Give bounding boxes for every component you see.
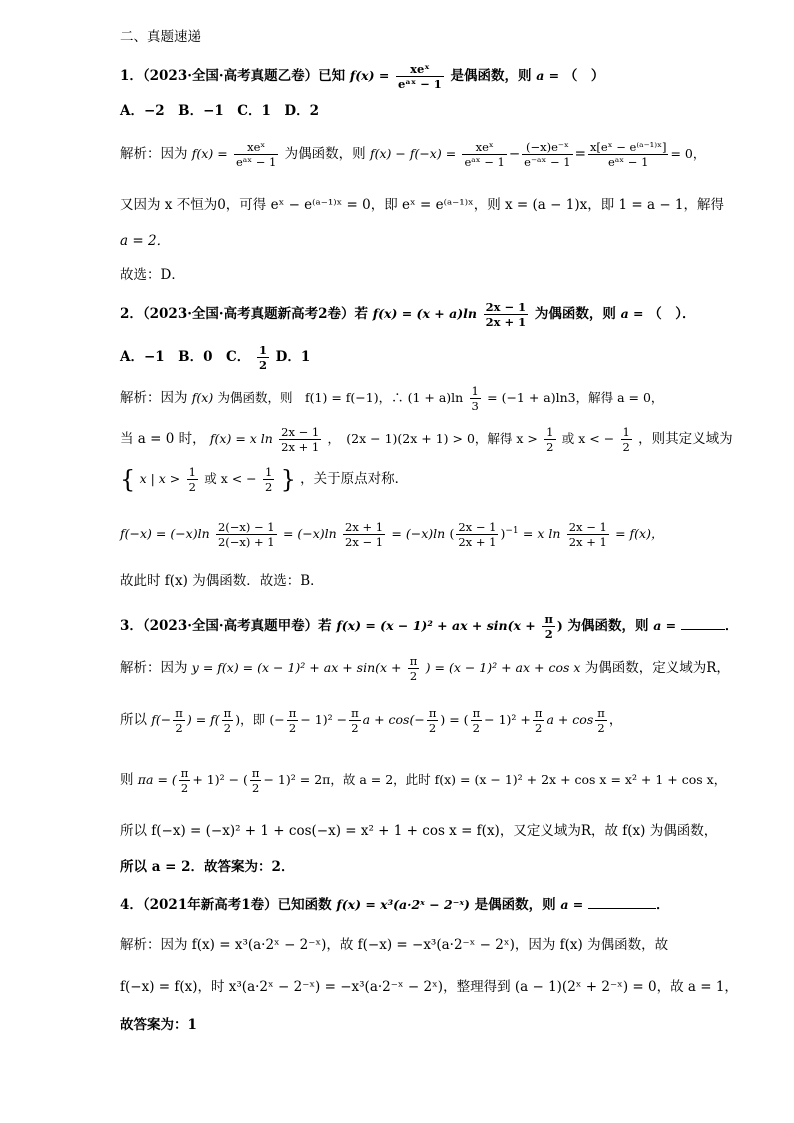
q3-sol2-pi6-num: π: [472, 706, 481, 720]
q1-sol-frac2: [522, 140, 572, 169]
q2-sol2-frac: [279, 425, 321, 454]
q3-sol2-pi6: [471, 706, 483, 735]
q2-sol4-f3-den: 2x + 1: [458, 535, 497, 549]
q2-sol2-end: ，则其定义域为: [638, 431, 733, 447]
q3-sol1-pi: [408, 654, 420, 683]
q1-func-lhs: f(x) =: [349, 68, 390, 83]
q1-sol-fx: f(x) =: [191, 146, 228, 161]
q3-sol2-pi8: [595, 706, 607, 735]
q2-sol4-f2-num: 2x + 1: [345, 520, 384, 534]
q2-sol4-frac2: [343, 520, 385, 549]
q4-func: f(x) = x³(a·2ˣ − 2⁻ˣ): [336, 897, 470, 912]
q2-sol4-b: = (−x)ln: [282, 526, 337, 541]
q1-sol-frac2-num: (−x)e⁻ˣ: [525, 140, 569, 154]
left-brace-glyph: {: [120, 465, 136, 494]
q3-func-end: ): [556, 618, 563, 633]
q2-sol4-f1-num: 2(−x) − 1: [217, 520, 275, 534]
q3-sol2-pi1: [173, 706, 185, 735]
q2-sol2-or: 或 x < −: [561, 431, 615, 446]
q3-func: f(x) = (x − 1)² + ax + sin(x +: [336, 618, 536, 633]
q1-sol-frac1-den: eᵃˣ − 1: [464, 155, 505, 169]
q2-sol3-half2: [263, 465, 274, 494]
q3-sol2-pi8-num: π: [597, 706, 605, 720]
q3-sol2-pi1-num: π: [175, 706, 183, 720]
q3-sol2-pi4: [349, 706, 361, 735]
q3-sol2-pi7-den: 2: [533, 720, 545, 735]
question-2-stem: [120, 300, 695, 329]
q2-sol4-a: f(−x) = (−x)ln: [120, 526, 210, 541]
q2-sol2-prefix: 当 a = 0 时，: [120, 431, 206, 447]
q2-sol3-half: [187, 465, 198, 494]
q2-sol4-f4-den: 2x + 1: [568, 535, 607, 549]
q3-sol2-pi3-den: 2: [287, 720, 299, 735]
q3-sol2-pi5-den: 2: [427, 720, 439, 735]
q3-pi-den: 2: [542, 626, 554, 641]
q1-sol-prefix: 解析：因为: [120, 146, 188, 162]
q3-sol2-pi5-num: π: [428, 706, 437, 720]
q2-sol2-func: f(x) = x ln: [209, 431, 273, 446]
q2-sol3-half2-den: 2: [264, 480, 273, 494]
q2-sol4-d: = x ln: [522, 526, 561, 541]
q4-stem-prefix: 4．（2021年新高考1卷）已知函数: [120, 897, 332, 913]
q3-a-eq: a =: [653, 618, 677, 633]
q3-sol2-e: − 1)² −: [300, 712, 348, 727]
q1-sol-frac3-num: x[eˣ − e⁽ᵃ⁻¹⁾ˣ]: [589, 140, 667, 154]
q3-sol2-end: ，: [608, 712, 623, 728]
q1-sol-frac1-num: xeˣ: [475, 140, 494, 154]
q3-solution-line4: 所以 f(−x) = (−x)² + 1 + cos(−x) = x² + 1 + cos x = f(x)，又定义域为R，故 f(x) 为偶函数，: [120, 823, 718, 839]
q2-sol4-f2-den: 2x − 1: [345, 535, 384, 549]
q3-stem-suffix: 为偶函数，则: [567, 618, 649, 634]
q1-sol-frac3: [588, 140, 669, 169]
q3-sol2-b: ) = f(: [186, 712, 220, 727]
q2-sol4-c: = (−x)ln: [391, 526, 446, 541]
q2-sol2-frac-num: 2x − 1: [281, 425, 320, 439]
q2-frac-den: 2x + 1: [485, 315, 527, 329]
q3-sol1-b: ) = (x − 1)² + ax + cos x: [425, 660, 581, 675]
q3-sol2-a: f(−: [151, 712, 172, 727]
q2-sol3-set-b: 或 x < −: [204, 471, 257, 486]
question-4-stem: 4．（2021年新高考1卷）已知函数 f(x) = x³(a·2ˣ − 2⁻ˣ) 是偶函数，则 a = ．: [120, 894, 669, 914]
q2-sol1-end: = (−1 + a)ln3，解得 a = 0，: [487, 390, 664, 405]
q3-sol2-pi2: [222, 706, 234, 735]
q2-opt-c-num: 1: [258, 343, 267, 357]
q2-func: f(x) = (x + a)ln: [372, 306, 477, 321]
q2-fraction: [484, 300, 529, 329]
q3-solution-line2: [120, 706, 622, 735]
q3-sol2-pi8-den: 2: [595, 720, 607, 735]
q1-frac-num: xeˣ: [410, 62, 430, 76]
question-1-stem: [120, 62, 604, 91]
q2-sol1-frac-den: 3: [471, 399, 479, 413]
q3-sol3-prefix: 则: [120, 772, 134, 788]
q2-sol3-half-den: 2: [188, 480, 196, 494]
q3-solution-line3: [120, 766, 726, 795]
q2-a-eq: a =: [620, 306, 644, 321]
q3-sol2-pi7-num: π: [534, 706, 543, 720]
q2-sol4-frac4: [567, 520, 609, 549]
q3-solution-line1: [120, 654, 730, 683]
q1-frac-den: eᵃˣ − 1: [398, 77, 442, 91]
q3-sol3-pi1-num: π: [180, 766, 189, 780]
q1-solution-line2: 又因为 x 不恒为0，可得 eˣ − e⁽ᵃ⁻¹⁾ˣ = 0，即 eˣ = e⁽ᵃ⁻¹⁾ˣ，则 x = (a − 1)x，即 1 = a − 1，解得: [120, 197, 725, 213]
q3-sol3-pi2-den: 2: [250, 780, 262, 795]
q3-sol3-pi2-num: π: [251, 766, 260, 780]
q3-sol2-f: a + cos(−: [362, 712, 425, 727]
q4-solution-line1: 解析：因为 f(x) = x³(a·2ˣ − 2⁻ˣ)，故 f(−x) = −x³(a·2⁻ˣ − 2ˣ)，因为 f(x) 为偶函数，故: [120, 937, 669, 953]
q2-solution-line2: [120, 425, 733, 454]
q2-sol1-mid: 为偶函数，则 f(1) = f(−1)，∴ (1 + a)ln: [217, 390, 464, 405]
q2-sol3-half2-num: 1: [264, 465, 273, 479]
q2-sol2-half2-num: 1: [622, 425, 630, 439]
q3-sol1-pi-den: 2: [408, 668, 420, 683]
q4-stem-suffix: 是偶函数，则: [474, 897, 556, 913]
q1-solution-line1: 解析：因为 f(x) = $\frac{\text{xeˣ}}{\text{eᵃˣ − 1}}$ 为偶函数，则 f(x) − f(−x) = $\frac{\text{xeˣ}}{\text{eᵃˣ − 1}}$ − $\frac{\text{(−x)e⁻ˣ}}{\text{e⁻ᵃˣ − 1}}$ = $\frac{\text{x[eˣ − e⁽ᵃ⁻¹⁾ˣ]}}{\text{eᵃˣ − 1}}$ = 0，: [120, 140, 706, 169]
q1-solution-line3: a = 2．: [120, 233, 171, 249]
q1-stem-suffix: 是偶函数，则: [450, 68, 532, 84]
q3-sol2-pi3-num: π: [288, 706, 297, 720]
q4-a-eq: a =: [560, 897, 584, 912]
q3-sol2-pi5: [427, 706, 439, 735]
q3-sol3-b: + 1)² − (: [192, 772, 248, 787]
q3-sol1-a: y = f(x) = (x − 1)² + ax + sin(x +: [191, 660, 402, 675]
q2-sol4-frac3: [456, 520, 498, 549]
q2-sol3-end: ，关于原点对称．: [300, 471, 409, 487]
q3-sol2-pi2-den: 2: [222, 720, 234, 735]
q1-sol-frac3-den: eᵃˣ − 1: [588, 154, 669, 169]
q3-sol3-pi1-den: 2: [179, 780, 191, 795]
q2-opt-c-frac: [257, 343, 269, 372]
q3-sol2-pi2-num: π: [223, 706, 232, 720]
q3-sol2-pi1-den: 2: [173, 720, 185, 735]
q1-answer: 故选：D．: [120, 267, 185, 283]
q2-sol2-half2: [621, 425, 632, 454]
q3-sol1-pi-num: π: [409, 654, 418, 668]
q3-pi-frac: [542, 612, 554, 641]
q2-sol2-frac-den: 2x + 1: [281, 440, 320, 454]
q2-sol2-half-num: 1: [546, 425, 554, 439]
q2-sol1-frac-num: 1: [471, 384, 479, 398]
question-3-stem: 3．（2023·全国·高考真题甲卷）若 f(x) = (x − 1)² + ax + sin(x + $\frac{\pi}{2}$ ) 为偶函数，则 a = ．: [120, 612, 739, 641]
q2-answer: 故此时 f(x) 为偶函数．故选：B．: [120, 573, 324, 589]
q2-frac-num: 2x − 1: [485, 300, 527, 314]
q3-pi-num: π: [544, 612, 553, 626]
q2-sol2-mid: ， (2x − 1)(2x + 1) > 0，解得 x >: [327, 431, 538, 446]
q3-sol2-pi4-den: 2: [349, 720, 361, 735]
q2-sol2-half2-den: 2: [622, 440, 630, 454]
q3-stem-prefix: 3．（2023·全国·高考真题甲卷）若: [120, 618, 332, 634]
q1-fraction: [396, 62, 444, 91]
q3-sol2-d: (−: [269, 712, 285, 727]
q2-sol4-end: = f(x)，: [615, 526, 664, 541]
q1-sol-frac2-den: e⁻ᵃˣ − 1: [524, 155, 571, 169]
q1-sol-frac0-den: eᵃˣ − 1: [235, 155, 277, 169]
q3-sol3-a: πa = (: [137, 772, 177, 787]
q4-answer-blank: [588, 894, 656, 909]
q2-stem-prefix: 2．（2023·全国·高考真题新高考2卷）若: [120, 306, 369, 322]
q3-sol2-pi6-den: 2: [471, 720, 483, 735]
q2-opt-c-den: 2: [258, 358, 267, 372]
q2-sol2-half: [544, 425, 555, 454]
q2-sol3-set-a: x | x >: [139, 471, 181, 486]
q2-sol4-frac1: [216, 520, 277, 549]
q2-stem-suffix: 为偶函数，则: [534, 306, 616, 322]
q4-answer: 故答案为：1: [120, 1017, 197, 1033]
q3-sol2-pi3: [287, 706, 299, 735]
q3-sol2-prefix: 所以: [120, 712, 147, 728]
q2-sol1-prefix: 解析：因为: [120, 390, 188, 406]
question-1-options: A．−2 B．−1 C．1 D．2: [120, 103, 320, 119]
q1-sol-frac0: [234, 140, 278, 169]
q1-stem-prefix: 1．（2023·全国·高考真题乙卷）已知: [120, 68, 346, 84]
q1-sol-frac1: [462, 140, 506, 169]
q2-solution-line4: f(−x) = (−x)ln $\frac{2(-x) - 1}{2(-x) + 1}$ = (−x)ln $\frac{2x + 1}{2x - 1}$ = (−x)ln ( $\frac{2x - 1}{2x + 1}$ )$^{-1}$ = x ln $\frac{2x - 1}{2x + 1}$ = f(x)，: [120, 520, 664, 549]
q2-sol2-half-den: 2: [546, 440, 554, 454]
q2-sol4-f3-num: 2x − 1: [458, 520, 497, 534]
right-brace-glyph: }: [280, 465, 296, 494]
q3-answer-blank: [681, 615, 725, 630]
q2-sol4-f4-num: 2x − 1: [568, 520, 607, 534]
q2-stem-end: （ ）．: [648, 306, 696, 322]
q2-options-a: A．−1 B．0 C．: [120, 349, 251, 365]
q1-stem-end: （ ）: [563, 68, 605, 84]
q3-sol2-g: ) = (: [440, 712, 469, 727]
section-title: 二、真题速递: [120, 29, 201, 45]
q3-sol3-pi1: [179, 766, 191, 795]
q1-sol-frac0-num: xeˣ: [247, 140, 266, 154]
q4-solution-line2: f(−x) = f(x)，时 x³(a·2ˣ − 2⁻ˣ) = −x³(a·2⁻ˣ − 2ˣ)，整理得到 (a − 1)(2ˣ + 2⁻ˣ) = 0，故 a = 1，: [120, 979, 738, 995]
q2-sol4-f1-den: 2(−x) + 1: [217, 535, 275, 549]
q3-sol2-c: )，即: [235, 712, 266, 727]
q3-sol2-i: a + cos: [546, 712, 594, 727]
q2-options-d: D．1: [275, 349, 311, 365]
q3-sol1-end: 为偶函数，定义域为R，: [584, 660, 730, 676]
q3-sol2-pi7: [533, 706, 545, 735]
q2-solution-line3: [120, 465, 408, 494]
q2-sol1-frac: [470, 384, 481, 413]
q3-sol2-h: − 1)² +: [484, 712, 531, 727]
q3-answer: 所以 a = 2．故答案为：2．: [120, 859, 295, 875]
q2-sol3-half-num: 1: [188, 465, 196, 479]
q3-sol1-prefix: 解析：因为: [120, 660, 188, 676]
q3-sol3-c: − 1)² = 2π，故 a = 2，此时 f(x) = (x − 1)² + 2x + cos x = x² + 1 + cos x，: [263, 772, 727, 787]
q1-sol-expr: f(x) − f(−x) =: [369, 146, 457, 161]
q1-sol-mid: 为偶函数，则: [284, 146, 366, 162]
q3-sol2-pi4-num: π: [351, 706, 359, 720]
question-2-options: [120, 343, 310, 372]
q1-sol-end: = 0，: [670, 146, 706, 161]
q2-solution-line1: [120, 384, 663, 413]
q1-a-eq: a =: [536, 68, 560, 83]
q2-sol1-fx: f(x): [191, 390, 214, 405]
q3-sol3-pi2: [250, 766, 262, 795]
